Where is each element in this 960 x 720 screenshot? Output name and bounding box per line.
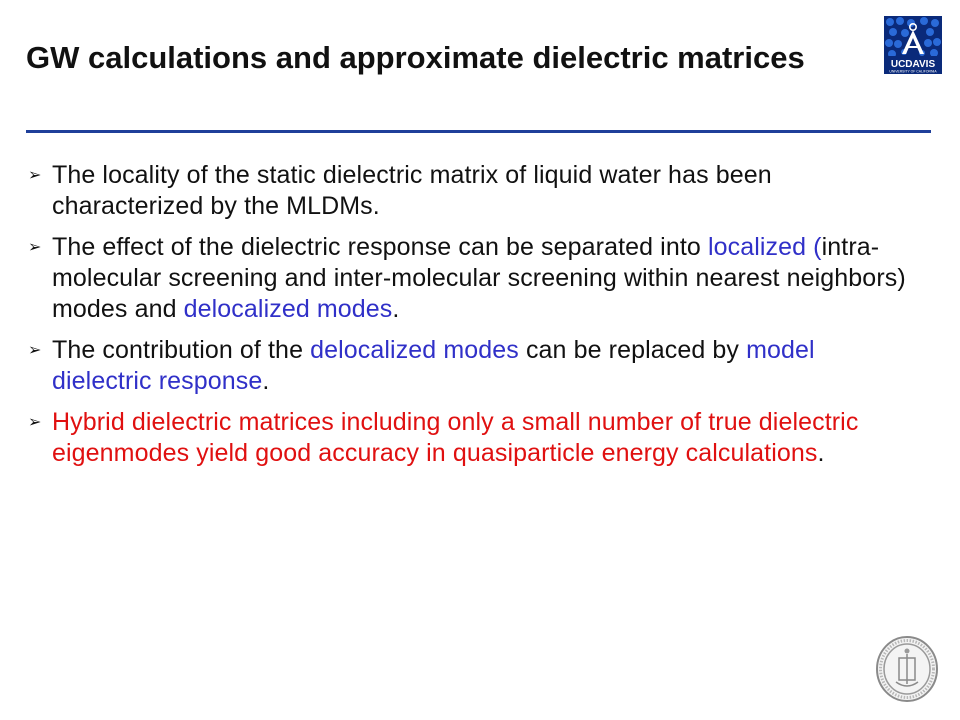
bullet-arrow-icon: ➢ bbox=[28, 239, 42, 256]
bullet-text-segment: . bbox=[817, 439, 825, 467]
slide-title: GW calculations and approximate dielectric matrices bbox=[26, 40, 805, 75]
bullet-text-segment: Hybrid dielectric matrices including only a small number of true dielectric eigenmodes yield good accuracy in quasiparticle energy calculations bbox=[52, 408, 859, 467]
bullet-arrow-icon: ➢ bbox=[28, 167, 42, 184]
title-underline bbox=[26, 130, 931, 133]
bullet-text-segment: The effect of the dielectric response can be separated into bbox=[52, 233, 708, 261]
bullet-text-segment: ( bbox=[806, 233, 822, 261]
bullet-text-segment: localized bbox=[707, 233, 807, 261]
bullet-text-segment: delocalized modes bbox=[310, 336, 519, 364]
bullet-text-segment: . bbox=[262, 367, 270, 395]
logo-subtext: UNIVERSITY OF CALIFORNIA bbox=[889, 69, 937, 74]
bullet-item bbox=[26, 232, 916, 325]
bullet-text-segment: . bbox=[392, 295, 400, 323]
logo-wordmark: UCDAVIS bbox=[890, 59, 936, 70]
bullet-item bbox=[26, 407, 916, 469]
bullet-text-segment: model dielectric response bbox=[52, 336, 815, 395]
bullet-list bbox=[26, 160, 916, 479]
bullet-text-segment: The locality of the static dielectric matrix of liquid water has been characterized by the MLDMs. bbox=[52, 161, 772, 220]
bullet-text-segment: intra-molecular screening and inter-molecular screening within nearest neighbors) modes and bbox=[52, 233, 906, 323]
uc-seal-icon bbox=[874, 634, 940, 704]
bullet-item bbox=[26, 160, 916, 222]
bullet-arrow-icon: ➢ bbox=[28, 414, 42, 431]
bullet-item bbox=[26, 335, 916, 397]
bullet-text-segment: The contribution of the bbox=[52, 336, 311, 364]
bullet-arrow-icon: ➢ bbox=[28, 342, 42, 359]
bullet-text-segment: can be replaced by bbox=[518, 336, 747, 364]
ucdavis-logo bbox=[884, 16, 942, 74]
bullet-text-segment: delocalized modes bbox=[183, 295, 393, 323]
